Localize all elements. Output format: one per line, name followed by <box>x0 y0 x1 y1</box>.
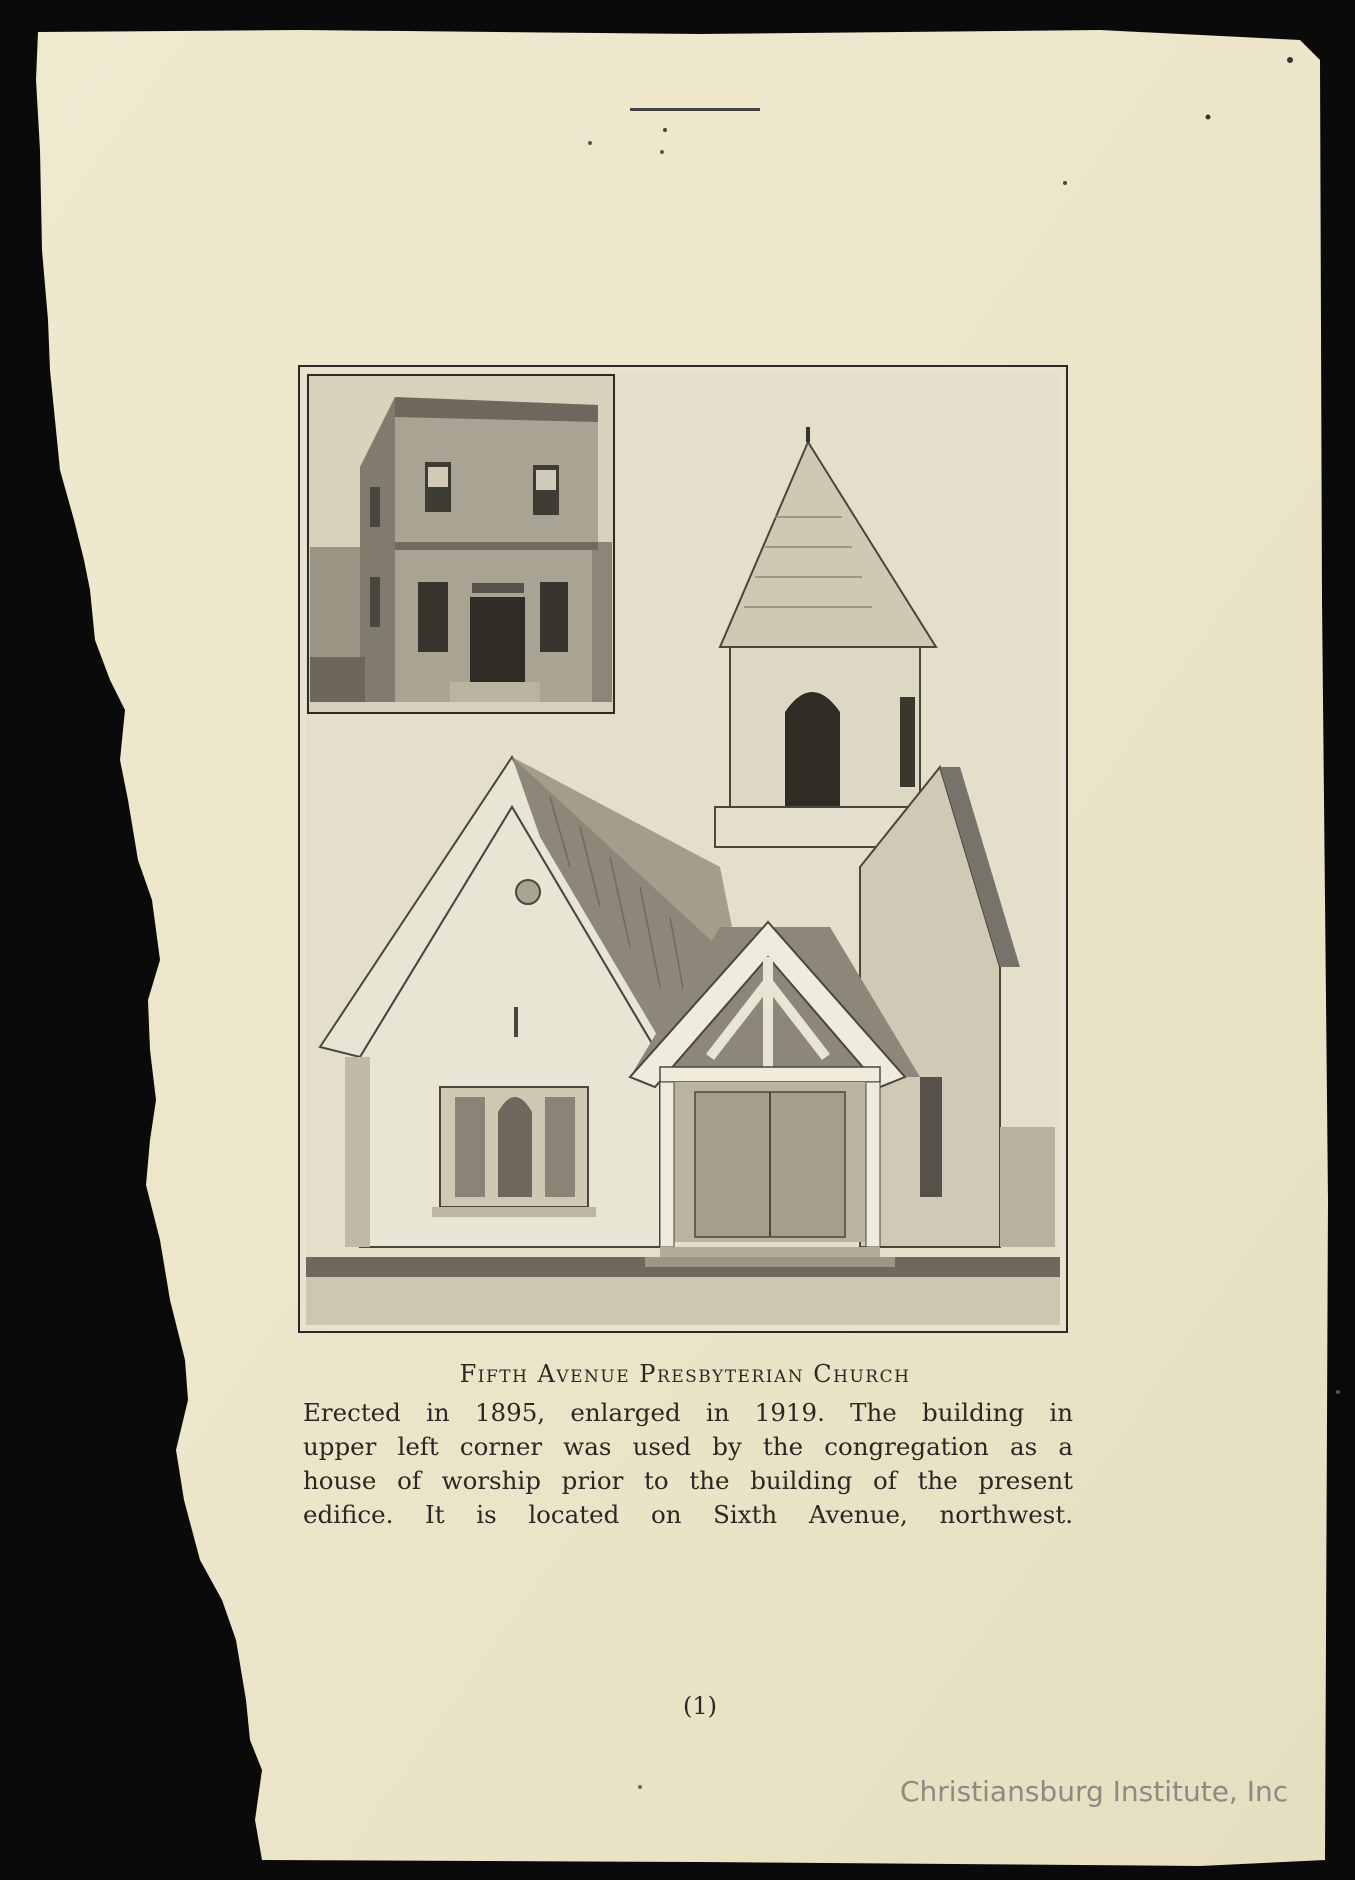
caption-line: house of worship prior to the building of the present <box>303 1466 1073 1495</box>
caption-title: Fifth Avenue Presbyterian Church <box>459 1360 911 1388</box>
caption-line: Erected in 1895, enlarged in 1919. The building in <box>303 1398 1073 1427</box>
watermark: Christiansburg Institute, Inc <box>900 1775 1289 1808</box>
caption-line: edifice. It is located on Sixth Avenue, northwest. <box>303 1500 1073 1529</box>
caption-body <box>303 1396 1073 1532</box>
caption-line: upper left corner was used by the congregation as a <box>303 1432 1073 1461</box>
inset-old-building-photo <box>308 375 614 713</box>
church-photograph <box>298 365 1068 1333</box>
page-number: (1) <box>683 1692 717 1720</box>
